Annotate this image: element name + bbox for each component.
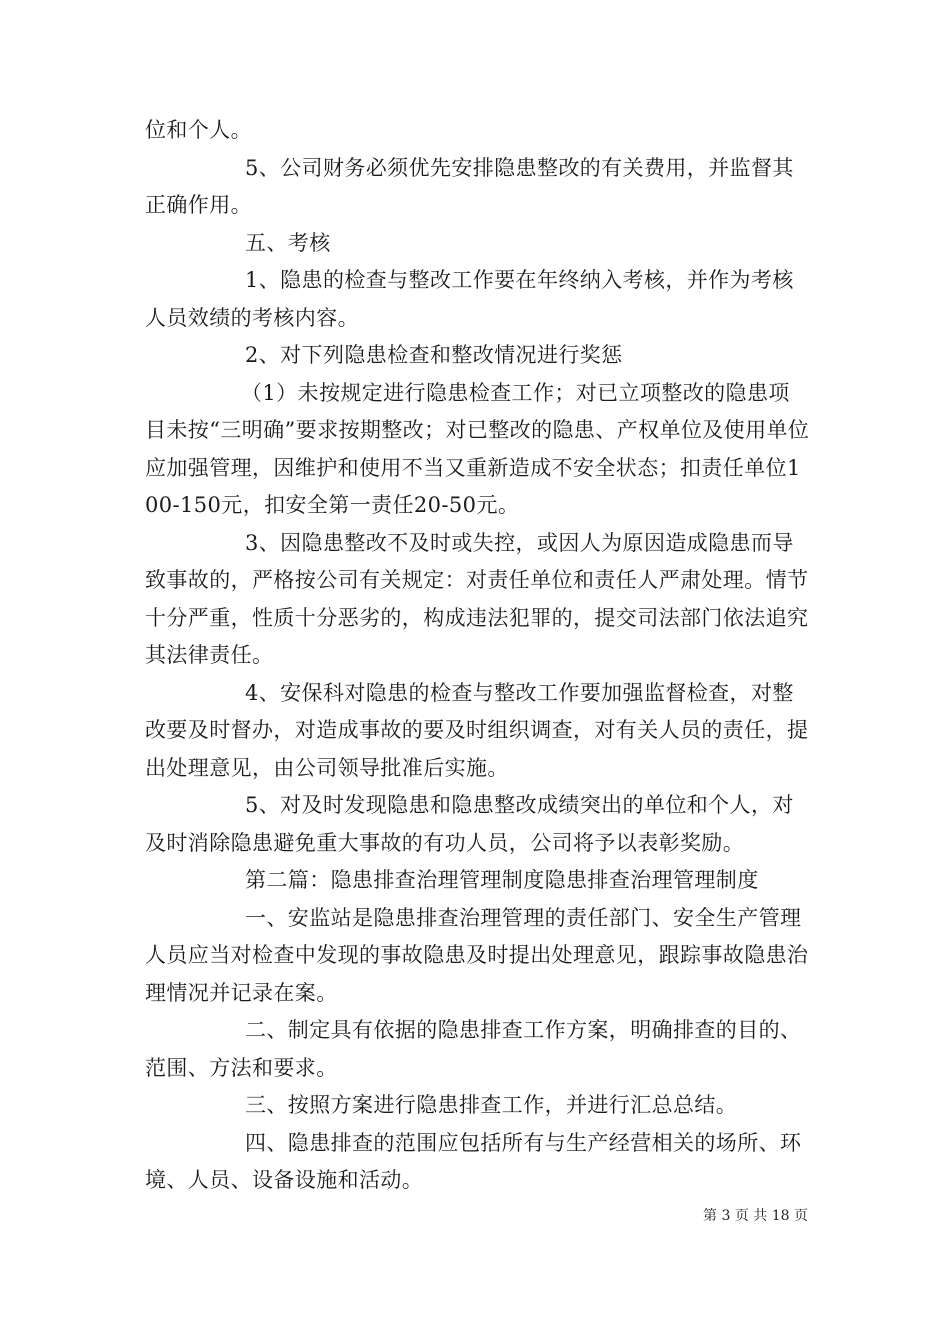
paragraph-rule-1: 一、安监站是隐患排查治理管理的责任部门、安全生产管理人员应当对检查中发现的事故隐患及时提出处理意见，跟踪事故隐患治理情况并记录在案。	[145, 905, 809, 1005]
page-number-footer: 第 3 页 共 18 页	[703, 1208, 808, 1224]
paragraph-item-3-accidents: 3、因隐患整改不及时或失控，或因人为原因造成隐患而导致事故的，严格按公司有关规定：对责任单位和责任人严肃处理。情节十分严重，性质十分恶劣的，构成违法犯罪的，提交司法部门依法追究其法律责任。	[145, 530, 809, 667]
paragraph-item-1-assessment: 1、隐患的检查与整改工作要在年终纳入考核，并作为考核人员效绩的考核内容。	[145, 268, 794, 330]
paragraph-item-4-supervision: 4、安保科对隐患的检查与整改工作要加强监督检查，对整改要及时督办，对造成事故的要及时组织调查，对有关人员的责任，提出处理意见，由公司领导批准后实施。	[145, 680, 809, 780]
paragraph-rule-3: 三、按照方案进行隐患排查工作，并进行汇总总结。	[245, 1093, 738, 1117]
paragraph-subitem-1: （1）未按规定进行隐患检查工作；对已立项整改的隐患项目未按“三明确”要求按期整改；对已整改的隐患、产权单位及使用单位应加强管理，因维护和使用不当又重新造成不安全状态；扣责任单位100-150元，扣安全第一责任20-50元。	[145, 380, 810, 517]
document-body	[145, 112, 810, 1200]
section-heading-assessment: 五、考核	[245, 230, 331, 255]
paragraph-item-2-rewards: 2、对下列隐患检查和整改情况进行奖惩	[245, 343, 623, 367]
paragraph-item-5-finance: 5、公司财务必须优先安排隐患整改的有关费用，并监督其正确作用。	[145, 155, 794, 217]
paragraph-item-5-commendation: 5、对及时发现隐患和隐患整改成绩突出的单位和个人，对及时消除隐患避免重大事故的有功人员，公司将予以表彰奖励。	[145, 793, 794, 855]
paragraph-continuation: 位和个人。	[145, 118, 252, 142]
paragraph-rule-4: 四、隐患排查的范围应包括所有与生产经营相关的场所、环境、人员、设备设施和活动。	[145, 1130, 802, 1192]
paragraph-rule-2: 二、制定具有依据的隐患排查工作方案，明确排查的目的、范围、方法和要求。	[145, 1018, 802, 1080]
chapter-heading-second: 第二篇：隐患排查治理管理制度隐患排查治理管理制度	[245, 868, 759, 892]
